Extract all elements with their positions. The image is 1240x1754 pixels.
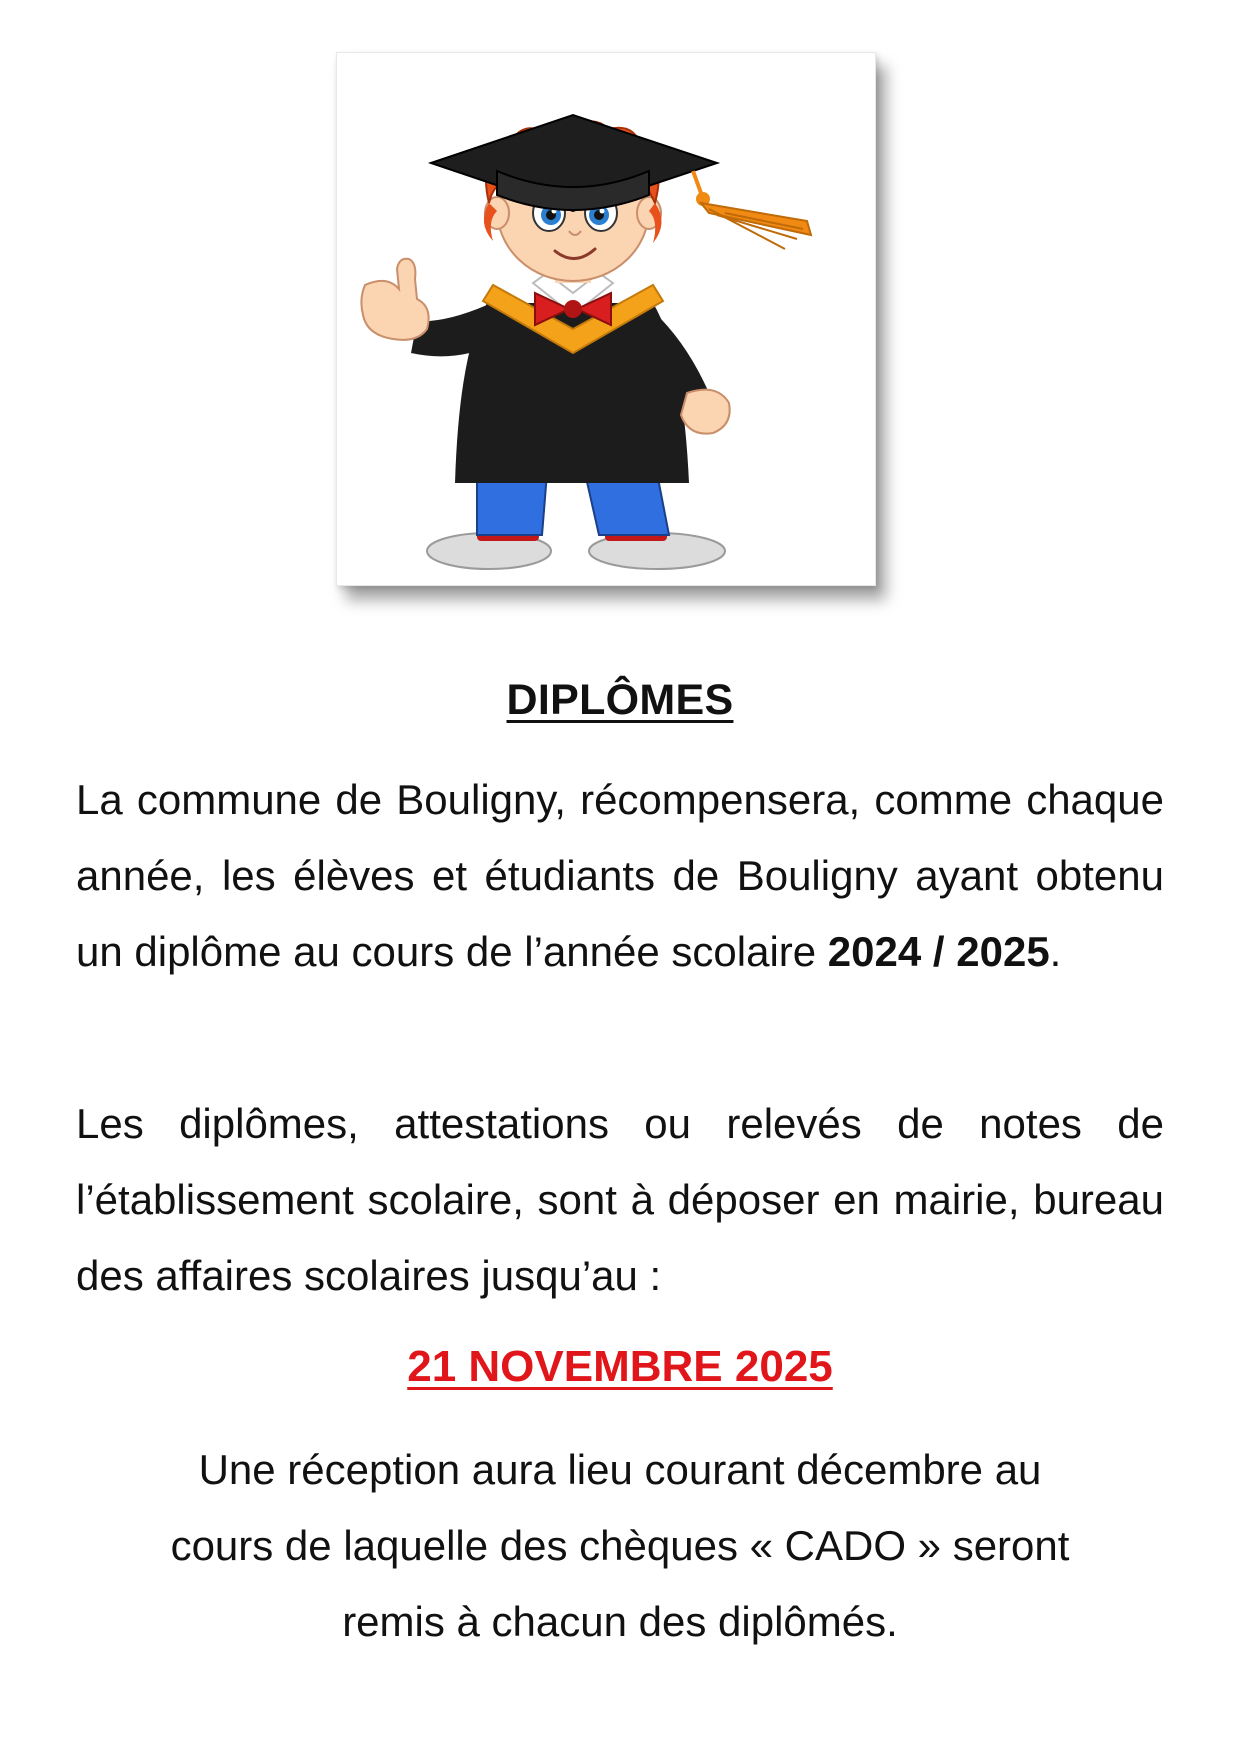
- intro-paragraph: [76, 762, 1164, 990]
- submission-paragraph: Les diplômes, attestations ou relevés de notes de l’établissement scolaire, sont à déposer en mairie, bureau des affaires scolaires jusqu’au :: [76, 1100, 1164, 1299]
- deadline-date: 21 NOVEMBRE 2025: [407, 1342, 833, 1391]
- school-year: 2024 / 2025: [827, 928, 1050, 975]
- intro-text: La commune de Bouligny, récompensera, comme chaque année, les élèves et étudiants de Bouligny ayant obtenu un diplôme au cours de l’année scolaire: [76, 776, 1164, 975]
- reception-line-1: Une réception aura lieu courant décembre au: [198, 1446, 1042, 1493]
- reception-line-3: remis à chacun des diplômés.: [342, 1598, 898, 1645]
- graduate-illustration: [336, 52, 876, 586]
- page-title: DIPLÔMES: [506, 676, 734, 724]
- reception-paragraph: [76, 1432, 1164, 1660]
- graduate-boy-thumbs-up-icon: [337, 53, 875, 585]
- intro-end: .: [1049, 928, 1062, 975]
- reception-line-2: cours de laquelle des chèques « CADO » seront: [170, 1522, 1070, 1569]
